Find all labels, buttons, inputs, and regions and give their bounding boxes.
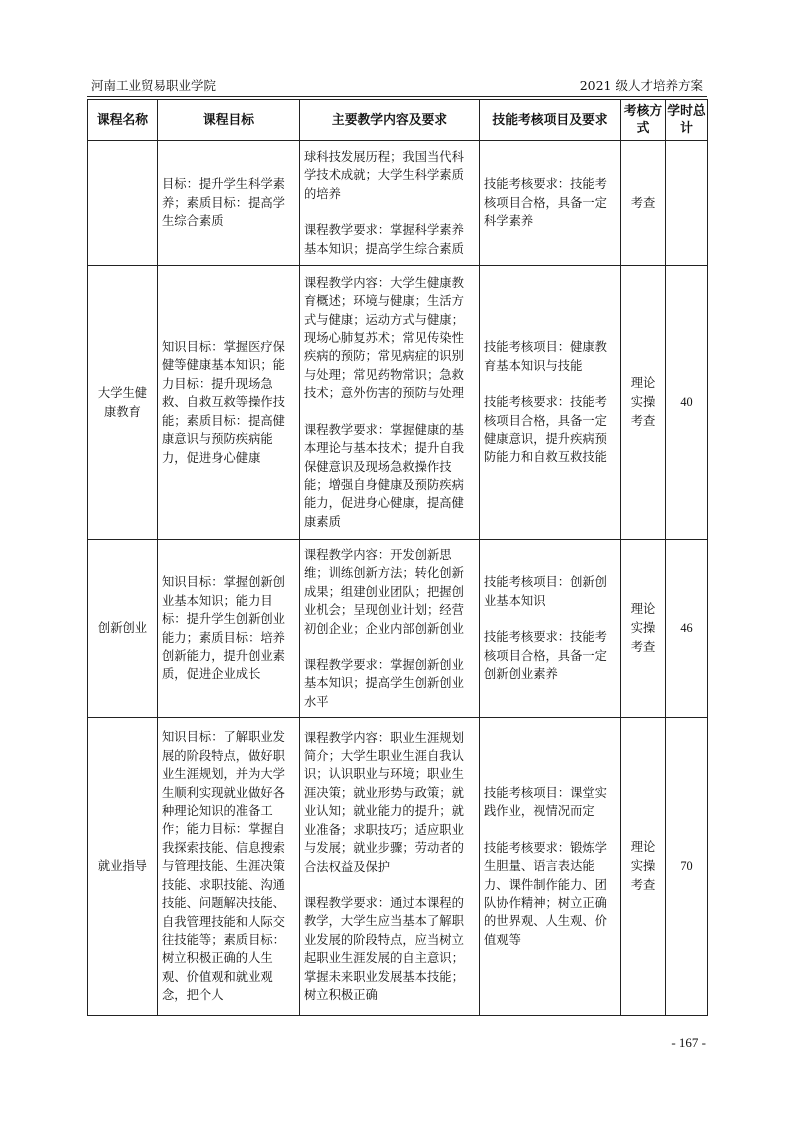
course-content: 课程教学内容：职业生涯规划简介；大学生职业生涯自我认识；认识职业与环境；职业生涯决策；就业形势与政策；就业认知；就业能力的提升；就业准备；求职技巧；适应职业与发展；就业步骤；劳动者的合法权益及保护 课程教学要求：通过本课程的教学，大学生应当基本了解职业发展的阶段特点，应当树立起职业生涯发展的自主意识；掌握未来职业发展基本技能；树立积极正确 [300, 718, 480, 1016]
course-goal: 知识目标：掌握创新创业基本知识；能力目标：提升学生创新创业能力；素质目标：培养创新能力，提升创业素质，促进企业成长 [158, 540, 300, 718]
course-name: 就业指导 [88, 718, 158, 1016]
col-header-content: 主要教学内容及要求 [300, 100, 480, 141]
exam-method: 理论实操考查 [621, 718, 666, 1016]
table-row [88, 141, 708, 266]
exam-method: 理论实操考查 [621, 540, 666, 718]
document-title: 2021 级人才培养方案 [579, 78, 703, 93]
course-content: 球科技发展历程；我国当代科学技术成就；大学生科学素质的培养 课程教学要求：掌握科学素养基本知识；提高学生综合素质 [300, 141, 480, 266]
skill-assessment: 技能考核要求：技能考核项目合格，具备一定科学素养 [480, 141, 621, 266]
skill-assessment: 技能考核项目：课堂实践作业，视情况而定 技能考核要求：锻炼学生胆量、语言表达能力、课件制作能力、团队协作精神；树立正确的世界观、人生观、价值观等 [480, 718, 621, 1016]
table-row [88, 540, 708, 718]
exam-method: 考查 [621, 141, 666, 266]
course-goal: 目标：提升学生科学素养；素质目标：提高学生综合素质 [158, 141, 300, 266]
table-header-row [88, 100, 708, 141]
total-hours: 46 [666, 540, 708, 718]
col-header-skill: 技能考核项目及要求 [480, 100, 621, 141]
col-header-hours: 学时总计 [666, 100, 708, 141]
col-header-course-goal: 课程目标 [158, 100, 300, 141]
course-name [88, 141, 158, 266]
course-content: 课程教学内容：开发创新思维；训练创新方法；转化创新成果；组建创业团队；把握创业机会；呈现创业计划；经营初创企业；企业内部创新创业 课程教学要求：掌握创新创业基本知识；提高学生创新创业水平 [300, 540, 480, 718]
course-name: 大学生健康教育 [88, 266, 158, 540]
total-hours: 40 [666, 266, 708, 540]
skill-assessment: 技能考核项目：健康教育基本知识与技能 技能考核要求：技能考核项目合格，具备一定健康意识，提升疾病预防能力和自救互救技能 [480, 266, 621, 540]
table-row [88, 718, 708, 1016]
course-goal: 知识目标：掌握医疗保健等健康基本知识；能力目标：提升现场急救、自救互救等操作技能；素质目标：提高健康意识与预防疾病能力，促进身心健康 [158, 266, 300, 540]
skill-assessment: 技能考核项目：创新创业基本知识 技能考核要求：技能考核项目合格，具备一定创新创业素养 [480, 540, 621, 718]
course-name: 创新创业 [88, 540, 158, 718]
course-goal: 知识目标：了解职业发展的阶段特点，做好职业生涯规划，并为大学生顺利实现就业做好各种理论知识的准备工作；能力目标：掌握自我探索技能、信息搜索与管理技能、生涯决策技能、求职技能、沟通技能、问题解决技能、自我管理技能和人际交往技能等；素质目标：树立积极正确的人生观、价值观和就业观念，把个人 [158, 718, 300, 1016]
table-row [88, 266, 708, 540]
page-header [87, 74, 707, 97]
exam-method: 理论实操考查 [621, 266, 666, 540]
page-number: - 167 - [671, 1035, 706, 1050]
course-content: 课程教学内容：大学生健康教育概述；环境与健康；生活方式与健康；运动方式与健康；现场心肺复苏术；常见传染性疾病的预防；常见病症的识别与处理；常见药物常识；急救技术；意外伤害的预防与处理 课程教学要求：掌握健康的基本理论与基本技术；提升自我保健意识及现场急救操作技能；增强自身健康及预防疾病能力，促进身心健康，提高健康素质 [300, 266, 480, 540]
total-hours: 70 [666, 718, 708, 1016]
col-header-course-name: 课程名称 [88, 100, 158, 141]
col-header-exam: 考核方式 [621, 100, 666, 141]
course-table [87, 99, 708, 1016]
total-hours [666, 141, 708, 266]
institution-name: 河南工业贸易职业学院 [91, 78, 217, 93]
